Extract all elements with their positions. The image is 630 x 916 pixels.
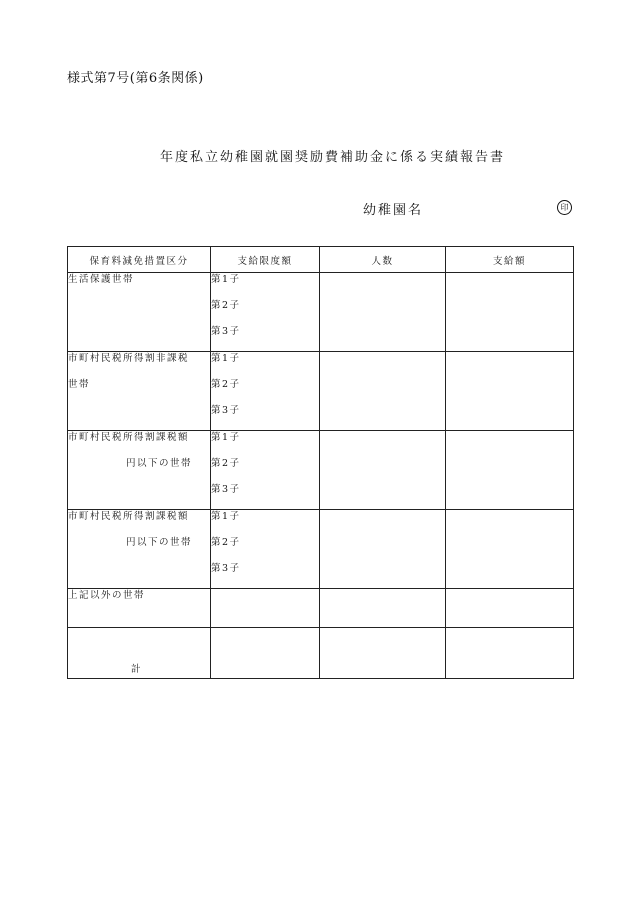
- category-cell: [68, 431, 211, 510]
- amount-cell[interactable]: [446, 589, 574, 628]
- child-list: [211, 273, 320, 352]
- amount-cell[interactable]: [446, 352, 574, 431]
- limit-cell[interactable]: [211, 589, 320, 628]
- child-label: 第2子: [211, 458, 241, 469]
- total-row: [68, 628, 574, 679]
- child-label: 第3子: [211, 484, 241, 495]
- category-label: 生活保護世帯: [68, 274, 135, 285]
- table-row: [68, 273, 574, 352]
- child-label: 第1子: [211, 432, 241, 443]
- child-label: 第3子: [211, 405, 241, 416]
- total-amount-cell[interactable]: [446, 628, 574, 679]
- child-label: 第3子: [211, 326, 241, 337]
- table-header-row: [68, 247, 574, 273]
- category-label: 市町村民税所得割非課税: [68, 353, 190, 364]
- form-number: 様式第7号(第6条関係): [67, 71, 204, 86]
- category-label: 市町村民税所得割課税額: [68, 511, 190, 522]
- child-label: 第1子: [211, 511, 241, 522]
- seal-icon: 印: [557, 200, 572, 215]
- total-label-cell: [68, 628, 211, 679]
- count-cell[interactable]: [320, 273, 446, 352]
- amount-cell[interactable]: [446, 273, 574, 352]
- count-cell[interactable]: [320, 589, 446, 628]
- child-list: [211, 431, 320, 510]
- table-row: [68, 431, 574, 510]
- total-limit-cell[interactable]: [211, 628, 320, 679]
- category-label: 上記以外の世帯: [68, 590, 146, 601]
- count-cell[interactable]: [320, 352, 446, 431]
- amount-cell[interactable]: [446, 431, 574, 510]
- total-label: 計: [131, 664, 143, 675]
- child-label: 第2子: [211, 300, 241, 311]
- total-count-cell[interactable]: [320, 628, 446, 679]
- child-list: [211, 352, 320, 431]
- child-label: 第3子: [211, 563, 241, 574]
- document-title: 年度私立幼稚園就園奨励費補助金に係る実績報告書: [159, 150, 505, 165]
- category-cell: [68, 352, 211, 431]
- child-label: 第1子: [211, 274, 241, 285]
- count-cell[interactable]: [320, 431, 446, 510]
- child-label: 第1子: [211, 353, 241, 364]
- category-label: 市町村民税所得割課税額: [68, 432, 190, 443]
- category-cell: [68, 589, 211, 628]
- table-row: [68, 352, 574, 431]
- child-label: 第2子: [211, 379, 241, 390]
- child-label: 第2子: [211, 537, 241, 548]
- count-cell[interactable]: [320, 510, 446, 589]
- column-header-category: 保育料減免措置区分: [68, 247, 211, 273]
- amount-cell[interactable]: [446, 510, 574, 589]
- category-label: 円以下の世帯: [126, 537, 193, 548]
- category-cell: [68, 273, 211, 352]
- column-header-amount: 支給額: [446, 247, 574, 273]
- kindergarten-name-label: 幼稚園名: [363, 203, 424, 218]
- column-header-count: 人数: [320, 247, 446, 273]
- table-row: [68, 510, 574, 589]
- category-cell: [68, 510, 211, 589]
- category-label: 円以下の世帯: [126, 458, 193, 469]
- column-header-limit: 支給限度額: [211, 247, 320, 273]
- table-row: [68, 589, 574, 628]
- category-label: 世帯: [68, 379, 91, 390]
- report-table: [67, 246, 574, 679]
- child-list: [211, 510, 320, 589]
